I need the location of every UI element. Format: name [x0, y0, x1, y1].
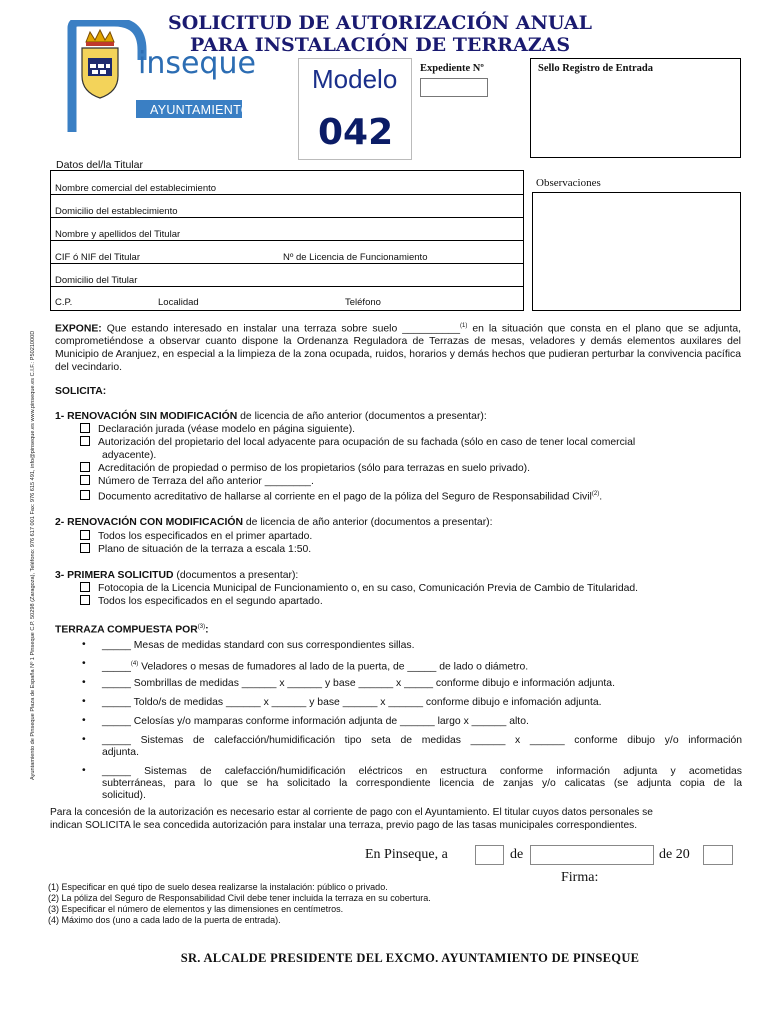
bullet: •	[82, 734, 86, 745]
expone-label: EXPONE:	[55, 323, 102, 335]
localidad-field[interactable]: Localidad	[158, 297, 199, 308]
observaciones-field[interactable]	[532, 192, 741, 311]
s1-item-autorizacion-cont: adyacente).	[102, 450, 157, 461]
domicilio-titular-field[interactable]: Domicilio del Titular	[55, 275, 138, 286]
logo-subtitle: AYUNTAMIENTO	[150, 103, 251, 117]
sello-box	[530, 58, 741, 158]
bullet: •	[82, 715, 86, 726]
terraza-item-calefaccion-electrica: _____ Sistemas de calefacción/humidificación eléctricos en estructura conforme información adjunta y acometidas	[102, 766, 742, 777]
firma-label: Firma:	[561, 870, 599, 885]
footnote-1: (1) Especificar en qué tipo de suelo desea realizarse la instalación: público o privado.	[48, 882, 388, 892]
expone-text-b: en la situación que consta en el plano que se adjunta, comprometiéndose a observar cuanto dispone la Ordenanza Reguladora de Terrazas de mesas, veladores y demás elementos auxilares del Municipio de Aranjuez, en especial a la limpieza de la zona ocupada, ruidos, horarios y demás hechos que pudieran perturbar la convivencia pacífica del vecindario.	[55, 323, 741, 374]
telefono-field[interactable]: Teléfono	[345, 297, 381, 308]
de-20-label: de 20	[659, 847, 690, 862]
s1-item-declaracion: Declaración jurada (véase modelo en página siguiente).	[98, 424, 356, 435]
terraza-item-veladores	[102, 658, 528, 673]
s1-sup: (2)	[591, 491, 600, 497]
checkbox-acreditacion[interactable]	[80, 462, 90, 472]
month-field[interactable]	[530, 845, 654, 865]
bullet: •	[82, 677, 86, 688]
footnote-2: (2) La póliza del Seguro de Responsabilidad Civil debe tener incluida la terraza en su cobertura.	[48, 893, 431, 903]
section3-heading	[55, 569, 298, 582]
modelo-number: 042	[318, 112, 394, 153]
licencia-field[interactable]: Nº de Licencia de Funcionamiento	[283, 252, 428, 263]
s1-item-autorizacion: Autorización del propietario del local adyacente para ocupación de su fachada (sólo en caso de tener local comercial	[98, 437, 636, 448]
expone-paragraph	[55, 320, 741, 374]
s3-item-fotocopia: Fotocopia de la Licencia Municipal de Funcionamiento o, en su caso, Comunicación Previa de Cambio de Titularidad.	[98, 583, 639, 594]
footnote-3: (3) Especificar el número de elementos y las dimensiones en centímetros.	[48, 904, 344, 914]
veladores-prefix: _____	[102, 661, 131, 673]
bullet: •	[82, 696, 86, 707]
nombre-titular-field[interactable]: Nombre y apellidos del Titular	[55, 229, 181, 240]
checkbox-s3-fotocopia[interactable]	[80, 582, 90, 592]
s1-item-numero: Número de Terraza del año anterior ________.	[98, 476, 314, 487]
document-title-line1: SOLICITUD DE AUTORIZACIÓN ANUAL	[168, 12, 592, 34]
closing-line2: indican SOLICITA le sea concedida autorización para instalar una terraza, previo pago de las tasas municipales correspondientes.	[50, 820, 638, 831]
checkbox-numero-terraza[interactable]	[80, 475, 90, 485]
terraza-label: TERRAZA COMPUESTA POR	[55, 624, 198, 636]
terraza-item-celosias: _____ Celosías y/o mamparas conforme información adjunta de ______ largo x ______ alto.	[102, 716, 529, 727]
terraza-item-toldos: _____ Toldo/s de medidas ______ x ______ y base ______ x ______ conforme dibujo e infomación adjunta.	[102, 697, 602, 708]
bullet: •	[82, 639, 86, 650]
logo-wordmark: inseque	[138, 46, 256, 81]
expediente-field[interactable]	[420, 78, 488, 97]
terraza-heading	[55, 621, 209, 636]
section2-heading	[55, 516, 493, 529]
footer-addressee: SR. ALCALDE PRESIDENTE DEL EXCMO. AYUNTAMIENTO DE PINSEQUE	[180, 951, 640, 965]
terraza-colon: :	[205, 624, 209, 636]
checkbox-seguro[interactable]	[80, 490, 90, 500]
s3-item-todos: Todos los especificados en el segundo apartado.	[98, 596, 323, 607]
section1-bold: 1- RENOVACIÓN SIN MODIFICACIÓN	[55, 411, 238, 422]
s1-item-seguro: Documento acreditativo de hallarse al corriente en el pago de la póliza del Seguro de Responsabilidad Civil	[98, 491, 592, 503]
checkbox-s2-todos[interactable]	[80, 530, 90, 540]
en-pinseque-label: En Pinseque, a	[365, 847, 448, 862]
observaciones-label: Observaciones	[536, 177, 601, 189]
sello-label: Sello Registro de Entrada	[538, 63, 654, 74]
checkbox-autorizacion[interactable]	[80, 436, 90, 446]
checkbox-declaracion[interactable]	[80, 423, 90, 433]
side-address-text: Ayuntamiento de Pinseque Plaza de España Nº 1 Pinseque C.P. 50298 (Zaragoza), Teléfono: 976 617 001 Fax: 976 615 491, info@pinseque.es www.pinseque.es C.I.F.: P5021000D	[30, 330, 36, 780]
veladores-text: Veladores o mesas de fumadores al lado de la puerta, de _____ de lado o diámetro.	[138, 661, 529, 673]
checkbox-s2-plano[interactable]	[80, 543, 90, 553]
year-field[interactable]	[703, 845, 733, 865]
s2-item-todos: Todos los especificados en el primer apartado.	[98, 531, 313, 542]
day-field[interactable]	[475, 845, 504, 865]
terraza-item-sombrillas: _____ Sombrillas de medidas ______ x ______ y base ______ x _____ conforme dibujo e información adjunta.	[102, 678, 615, 689]
section1-heading	[55, 410, 487, 423]
terraza-item-calefaccion-seta-cont: adjunta.	[102, 747, 139, 758]
section2-rest: de licencia de año anterior (documentos a presentar):	[243, 517, 493, 528]
terraza-item-calefaccion-seta: _____ Sistemas de calefacción/humidificación tipo seta de medidas ______ x ______ conforme dibujo y/o información	[102, 735, 742, 746]
terraza-sup: (3)	[197, 624, 206, 630]
section1-rest: de licencia de año anterior (documentos a presentar):	[237, 411, 487, 422]
s2-item-plano: Plano de situación de la terraza a escala 1:50.	[98, 544, 312, 555]
cp-field[interactable]: C.P.	[55, 297, 73, 308]
terraza-item-calefaccion-electrica-cont: subterráneas, para lo que se ha solicitado la correspondiente licencia de zanjas y/o calicatas (se adjunta copia de la	[102, 778, 742, 789]
expone-sup: (1)	[460, 323, 468, 329]
terraza-item-calefaccion-electrica-end: solicitud).	[102, 790, 146, 801]
footnote-4: (4) Máximo dos (uno a cada lado de la puerta de entrada).	[48, 915, 281, 925]
cif-field[interactable]: CIF ó NIF del Titular	[55, 252, 140, 263]
titular-section-label: Datos del/la Titular	[56, 159, 143, 171]
closing-line1: Para la concesión de la autorización es necesario estar al corriente de pago con el Ayuntamiento. El titular cuyos datos personales se	[50, 807, 653, 818]
section3-rest: (documentos a presentar):	[173, 570, 299, 581]
expone-text-a: Que estando interesado en instalar una terraza sobre suelo __________	[101, 323, 460, 335]
bullet: •	[82, 765, 86, 776]
veladores-sup: (4)	[130, 661, 139, 667]
solicita-label: SOLICITA:	[55, 386, 107, 397]
checkbox-s3-todos[interactable]	[80, 595, 90, 605]
section3-bold: 3- PRIMERA SOLICITUD	[55, 570, 174, 581]
expediente-label: Expediente Nº	[420, 63, 484, 74]
de-label: de	[510, 847, 524, 862]
section2-bold: 2- RENOVACIÓN CON MODIFICACIÓN	[55, 517, 243, 528]
document-title-line2: PARA INSTALACIÓN DE TERRAZAS	[189, 34, 571, 56]
nombre-comercial-field[interactable]: Nombre comercial del establecimiento	[55, 183, 217, 194]
terraza-item-mesas: _____ Mesas de medidas standard con sus correspondientes sillas.	[102, 640, 415, 651]
modelo-label: Modelo	[312, 64, 398, 94]
domicilio-establecimiento-field[interactable]: Domicilio del establecimiento	[55, 206, 178, 217]
s1-item-acreditacion: Acreditación de propiedad o permiso de los propietarios (sólo para terrazas en suelo privado).	[98, 463, 531, 474]
bullet: •	[82, 658, 86, 669]
